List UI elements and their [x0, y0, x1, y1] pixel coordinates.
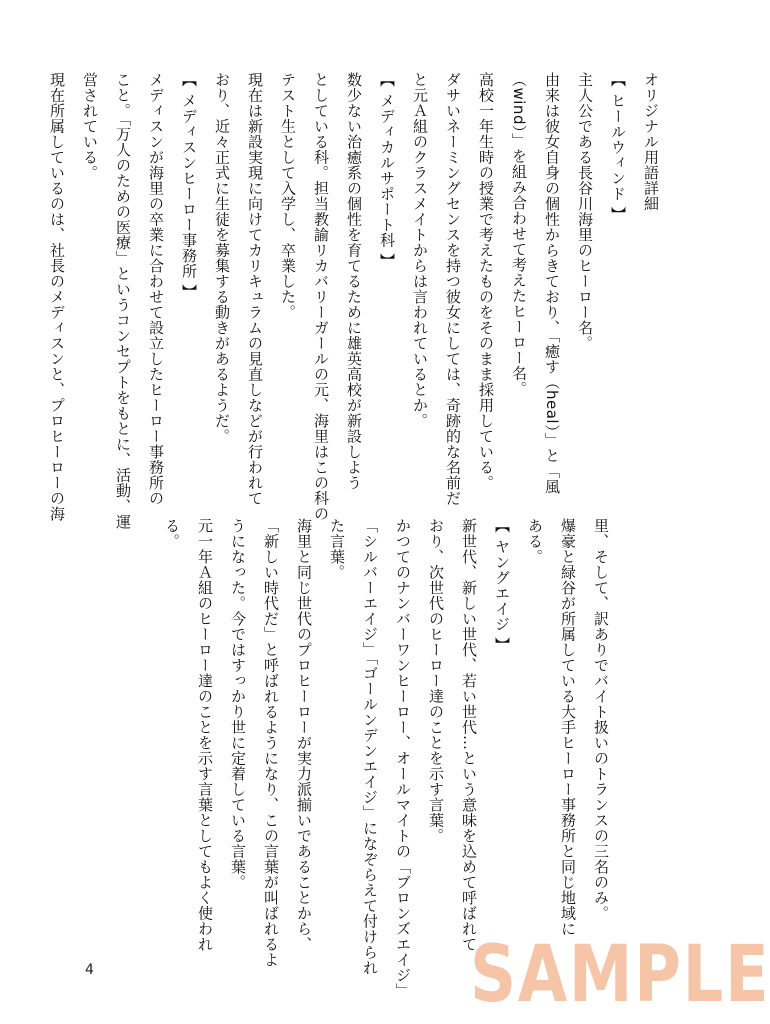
- text-column: メディスンが海里の卒業に合わせて設立したヒーロー事務所の: [147, 72, 165, 506]
- text-column: る。: [163, 518, 181, 549]
- section-heading-heal-wind: 【 ヒールウィンド 】: [609, 72, 627, 223]
- text-column: 新世代、新しい世代、若い世代…という意味を込めて呼ばれて: [460, 518, 478, 952]
- text-column: 主人公である長谷川海里のヒーロー名。: [576, 72, 594, 351]
- sample-watermark: SAMPLE: [470, 930, 770, 1020]
- text-column: 元一年Ａ組のヒーロー達のことを示す言葉としてもよく使われ: [196, 518, 214, 952]
- text-column: 由来は彼女自身の個性からきており、「癒す（heal）」と「風: [543, 72, 561, 495]
- page-number: 4: [85, 962, 94, 978]
- text-column: た言葉。: [328, 518, 346, 580]
- text-column: （wind）」を組み合わせて考えたヒーロー名。: [510, 72, 528, 397]
- section-heading-young-age: 【 ヤングエイジ 】: [493, 518, 511, 653]
- text-column: 「シルバーエイジ」「ゴールンデンエイジ」になぞらえて付けられ: [361, 518, 379, 976]
- text-column: 高校一年生時の授業で考えたものをそのまま採用している。: [477, 72, 495, 491]
- section-heading-medical-support: 【 メディカルサポート科 】: [378, 72, 396, 269]
- text-column: 里、そして、訳ありでバイト扱いのトランスの三名のみ。: [592, 518, 610, 921]
- text-column: テスト生として入学し、卒業した。: [279, 72, 297, 320]
- text-column: 「新しい時代だ」と呼ばれるようになり、この言葉が叫ばれるよ: [262, 518, 280, 968]
- text-column: 現在は新設実現に向けてカリキュラムの見直しなどが行われて: [246, 72, 264, 506]
- bottom-text-block: [162, 518, 611, 999]
- text-column: と元Ａ組のクラスメイトからは言われているとか。: [411, 72, 429, 429]
- text-column: 数少ない治癒系の個性を育てるために雄英高校が新設しよう: [345, 72, 363, 491]
- text-column: 現在所属しているのは、社長のメディスンと、プロヒーローの海: [48, 72, 66, 522]
- text-column: かつてのナンバーワンヒーロー、オールマイトの「ブロンズエイジ」: [394, 518, 412, 999]
- text-column: 営されている。: [81, 72, 99, 181]
- top-text-block: [47, 72, 661, 530]
- text-column: 爆豪と緑谷が所属している大手ヒーロー事務所と同じ地域に: [559, 518, 577, 937]
- text-column: おり、次世代のヒーロー達のことを示す言葉。: [427, 518, 445, 844]
- text-column: おり、近々正式に生徒を募集する動きがあるようだ。: [213, 72, 231, 444]
- text-column: うになった。今ではすっかり世に定着している言葉。: [229, 518, 247, 890]
- text-column: こと。「万人のための医療」というコンセプトをもとに、活動、運: [114, 72, 132, 530]
- section-heading-medicine-office: 【 メディスンヒーロー事務所 】: [180, 72, 198, 300]
- text-column: としている科。担当教諭リカバリーガールの元、海里はこの科の: [312, 72, 330, 522]
- text-column: ある。: [526, 518, 544, 565]
- text-column: オリジナル用語詳細: [642, 72, 660, 212]
- text-column: ダサいネーミングセンスを持つ彼女にしては、奇跡的な名前だ: [444, 72, 462, 506]
- text-column: 海里と同じ世代のプロヒーローが実力派揃いであることから、: [295, 518, 313, 952]
